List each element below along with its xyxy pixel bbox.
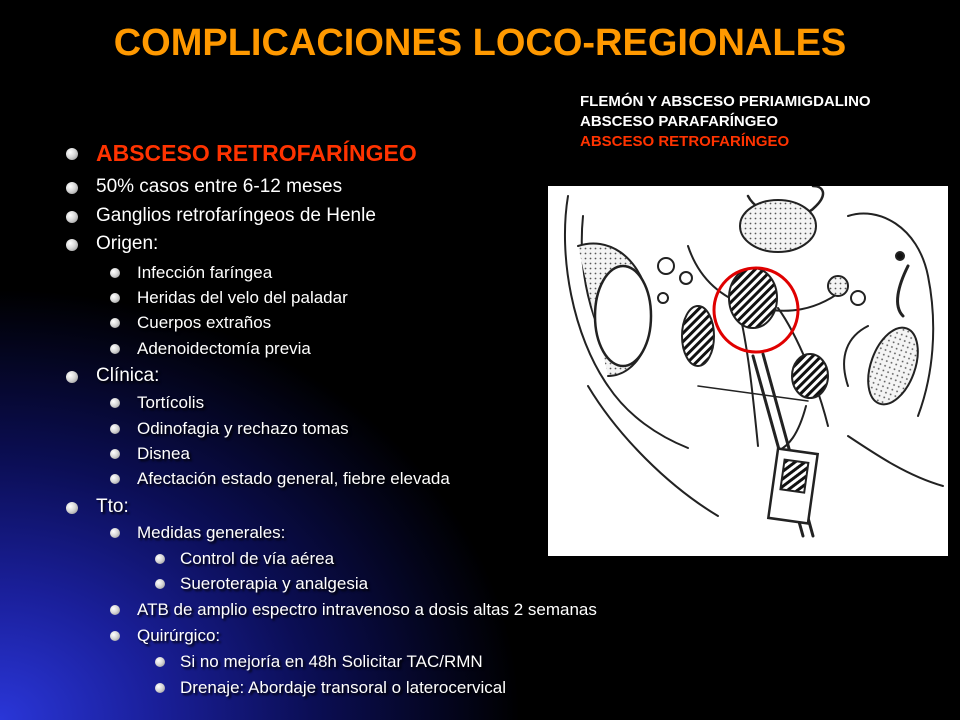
- list-item-text: Origen:: [96, 233, 159, 254]
- list-item-text: Ganglios retrofaríngeos de Henle: [96, 205, 376, 226]
- bullet-icon: [155, 554, 165, 564]
- list-item-text: Afectación estado general, fiebre elevada: [137, 469, 450, 488]
- list-item-text: Odinofagia y rechazo tomas: [137, 419, 349, 438]
- bullet-icon: [110, 268, 120, 278]
- bullet-icon: [110, 631, 120, 641]
- list-subitem: [137, 600, 597, 620]
- bullet-icon: [110, 344, 120, 354]
- slide-title: COMPLICACIONES LOCO-REGIONALES: [113, 22, 847, 64]
- list-subitem: [137, 339, 311, 359]
- list-item: [96, 205, 376, 227]
- list-item-text: Disnea: [137, 444, 190, 463]
- bullet-icon: [110, 528, 120, 538]
- topic-flemon: FLEMÓN Y ABSCESO PERIAMIGDALINO: [580, 93, 871, 110]
- list-item-text: Clínica:: [96, 365, 160, 386]
- bullet-icon: [110, 424, 120, 434]
- list-subitem: [137, 263, 272, 283]
- list-item-text: Si no mejoría en 48h Solicitar TAC/RMN: [180, 652, 483, 671]
- list-item-text: 50% casos entre 6-12 meses: [96, 176, 343, 197]
- bullet-icon: [155, 683, 165, 693]
- bullet-icon: [66, 148, 78, 160]
- list-subitem: [137, 419, 349, 439]
- list-subitem: [137, 626, 220, 646]
- list-item-tto: [96, 496, 129, 518]
- list-item: [96, 176, 342, 198]
- list-subitem: [137, 393, 204, 413]
- bullet-icon: [110, 474, 120, 484]
- bullet-icon: [66, 502, 78, 514]
- list-item-text: Drenaje: Abordaje transoral o laterocervical: [180, 678, 507, 697]
- list-item-text: Infección faríngea: [137, 263, 273, 282]
- bullet-icon: [66, 239, 78, 251]
- list-subitem: [137, 288, 348, 308]
- bullet-icon: [110, 318, 120, 328]
- bullet-icon: [155, 657, 165, 667]
- list-item-text: Quirúrgico:: [137, 626, 221, 645]
- topic-parafaringeo: ABSCESO PARAFARÍNGEO: [580, 113, 779, 130]
- list-item-text: Adenoidectomía previa: [137, 339, 311, 358]
- list-subsubitem: [180, 549, 334, 569]
- bullet-icon: [66, 182, 78, 194]
- list-item-text: Sueroterapia y analgesia: [180, 574, 369, 593]
- anatomy-drawing-icon: [548, 186, 948, 556]
- list-subitem: [137, 444, 190, 464]
- bullet-icon: [110, 398, 120, 408]
- list-item-text: Medidas generales:: [137, 523, 286, 542]
- topics-list: [580, 92, 871, 152]
- bullet-icon: [155, 579, 165, 589]
- bullet-icon: [110, 293, 120, 303]
- bullet-icon: [66, 371, 78, 383]
- topic-retrofaringeo-current: ABSCESO RETROFARÍNGEO: [580, 133, 790, 150]
- heading-retrofaringeo: [96, 140, 417, 167]
- list-item-text: ATB de amplio espectro intravenoso a dosis altas 2 semanas: [137, 600, 597, 619]
- list-subitem: [137, 523, 285, 543]
- list-item-text: Heridas del velo del paladar: [137, 288, 348, 307]
- list-subitem: [137, 469, 450, 489]
- bullet-icon: [66, 211, 78, 223]
- list-item-text: Tortícolis: [137, 393, 205, 412]
- list-item-text: Control de vía aérea: [180, 549, 335, 568]
- list-subsubitem: [180, 678, 506, 698]
- list-subsubitem: [180, 652, 483, 672]
- list-subsubitem: [180, 574, 368, 594]
- list-item-origen: [96, 233, 158, 255]
- bullet-icon: [110, 605, 120, 615]
- list-item-clinica: [96, 365, 159, 387]
- list-item-text: Cuerpos extraños: [137, 313, 272, 332]
- anatomy-illustration: [548, 186, 948, 556]
- list-item-text: Tto:: [96, 496, 129, 517]
- bullet-icon: [110, 449, 120, 459]
- heading-text: ABSCESO RETROFARÍNGEO: [96, 140, 417, 166]
- list-subitem: [137, 313, 271, 333]
